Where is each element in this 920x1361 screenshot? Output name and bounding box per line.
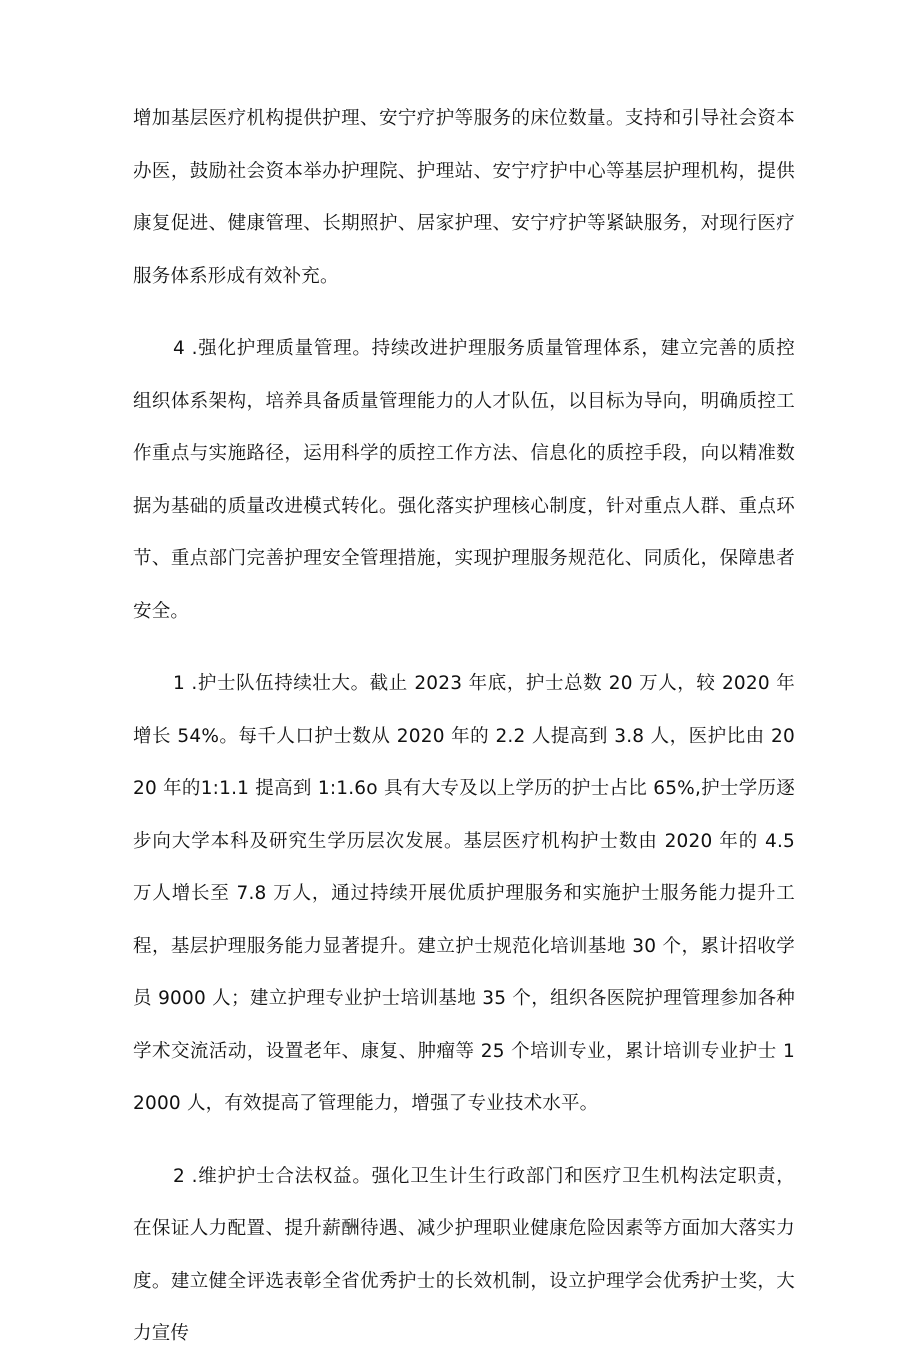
paragraph-quality-management: 4 .强化护理质量管理。持续改进护理服务质量管理体系，建立完善的质控组织体系架构，培养具备质量管理能力的人才队伍，以目标为导向，明确质控工作重点与实施路径，运用科学的质控工作方法、信息化的质控手段，向以精准数据为基础的质量改进模式转化。强化落实护理核心制度，针对重点人群、重点环节、重点部门完善护理安全管理措施，实现护理服务规范化、同质化，保障患者安全。 [133,338,795,622]
paragraph-bed-capacity: 增加基层医疗机构提供护理、安宁疗护等服务的床位数量。支持和引导社会资本办医，鼓励社会资本举办护理院、护理站、安宁疗护中心等基层护理机构，提供康复促进、健康管理、长期照护、居家护理、安宁疗护等紧缺服务，对现行医疗服务体系形成有效补充。 [133,108,795,287]
paragraph-nurse-workforce: 1 .护士队伍持续壮大。截止 2023 年底，护士总数 20 万人，较 2020 年增长 54%。每千人口护士数从 2020 年的 2.2 人提高到 3.8 人，医护比由 2020 年的1:1.1 提高到 1:1.6o 具有大专及以上学历的护士占比 65%,护士学历逐步向大学本科及研究生学历层次发展。基层医疗机构护士数由 2020 年的 4.5 万人增长至 7.8 万人，通过持续开展优质护理服务和实施护士服务能力提升工程，基层护理服务能力显著提升。建立护士规范化培训基地 30 个，累计招收学员 9000 人；建立护理专业护士培训基地 35 个，组织各医院护理管理参加各种学术交流活动，设置老年、康复、肿瘤等 25 个培训专业，累计培训专业护士 12000 人，有效提高了管理能力，增强了专业技术水平。 [133,673,795,1114]
paragraph-nurse-rights: 2 .维护护士合法权益。强化卫生计生行政部门和医疗卫生机构法定职责，在保证人力配置、提升薪酬待遇、减少护理职业健康危险因素等方面加大落实力度。建立健全评选表彰全省优秀护士的长效机制，设立护理学会优秀护士奖，大力宣传 [133,1165,795,1344]
document-page [133,93,795,1361]
